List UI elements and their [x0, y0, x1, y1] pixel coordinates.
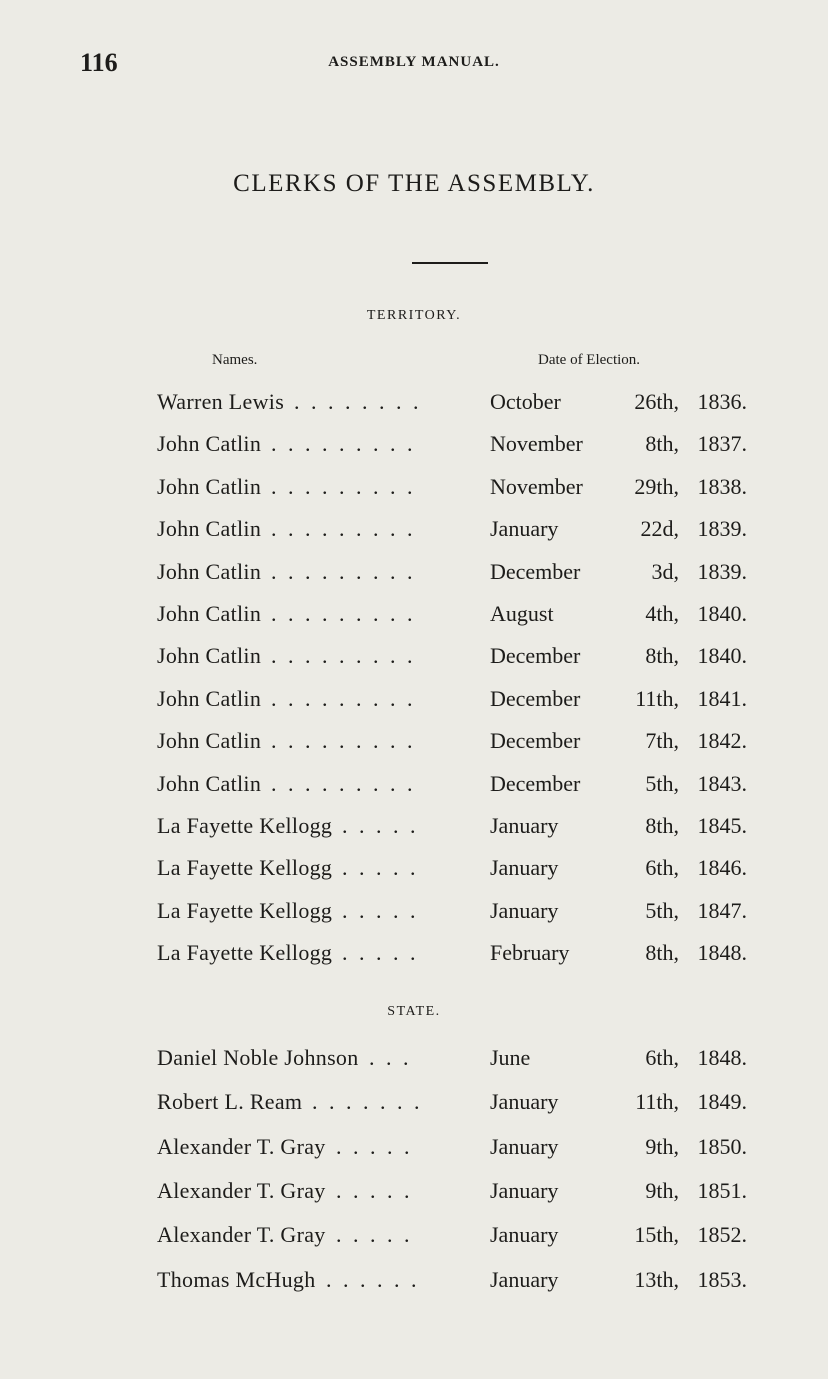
table-row — [157, 806, 747, 846]
territory-heading: TERRITORY. — [366, 308, 462, 323]
clerk-name: Alexander T. Gray — [157, 1177, 326, 1203]
leader-dots: . . . . . — [342, 940, 419, 966]
table-row — [157, 679, 747, 719]
table-row — [157, 424, 747, 464]
clerk-name: Robert L. Ream — [157, 1089, 303, 1115]
clerk-name: John Catlin — [157, 770, 262, 796]
table-row — [157, 594, 747, 634]
election-year: 1848. — [697, 940, 747, 966]
election-month: January — [490, 813, 559, 838]
election-year: 1840. — [697, 643, 747, 669]
election-day: 26th, — [634, 389, 679, 414]
election-year: 1838. — [697, 473, 747, 499]
election-day: 8th, — [645, 940, 679, 966]
election-year: 1840. — [697, 601, 747, 626]
election-month: January — [490, 516, 559, 542]
election-month: January — [490, 1089, 559, 1115]
divider-rule — [412, 262, 488, 264]
table-row — [157, 467, 747, 507]
election-month: December — [490, 728, 581, 754]
election-day: 7th, — [645, 728, 679, 754]
clerk-name: John Catlin — [157, 473, 262, 499]
election-month: June — [490, 1045, 531, 1070]
date-column-header: Date of Election. — [538, 352, 641, 368]
page-number: 116 — [80, 48, 118, 77]
leader-dots: . . . . . . . . — [294, 389, 422, 414]
table-row — [157, 891, 747, 931]
election-year: 1842. — [697, 728, 747, 754]
election-year: 1841. — [697, 685, 747, 711]
election-day: 5th, — [645, 770, 679, 796]
election-day: 5th, — [645, 897, 679, 923]
leader-dots: . . . . . . . . . — [271, 601, 416, 626]
leader-dots: . . . . . — [342, 855, 419, 881]
election-day: 4th, — [645, 601, 679, 626]
election-month: August — [490, 601, 554, 626]
state-heading: STATE. — [387, 1004, 441, 1019]
election-month: January — [490, 1266, 559, 1292]
leader-dots: . . . . . . . . . — [271, 728, 416, 754]
election-month: January — [490, 855, 559, 881]
running-head: ASSEMBLY MANUAL. — [328, 54, 500, 70]
leader-dots: . . . . . — [336, 1222, 413, 1248]
names-column-header: Names. — [212, 352, 258, 368]
table-row — [157, 1127, 747, 1167]
leader-dots: . . . . . . . . . — [271, 770, 416, 796]
leader-dots: . . . . . . . . . — [271, 558, 416, 584]
table-row — [157, 509, 747, 549]
page-title: CLERKS OF THE ASSEMBLY. — [233, 170, 595, 197]
election-year: 1843. — [697, 770, 747, 796]
election-day: 9th, — [645, 1133, 679, 1159]
leader-dots: . . . . . — [336, 1133, 413, 1159]
election-day: 11th, — [635, 1089, 679, 1115]
election-year: 1853. — [697, 1266, 747, 1292]
clerk-name: Alexander T. Gray — [157, 1222, 326, 1248]
election-year: 1836. — [697, 389, 747, 414]
election-month: December — [490, 770, 581, 796]
leader-dots: . . . . . . . — [312, 1089, 423, 1115]
clerk-name: La Fayette Kellogg — [157, 897, 333, 923]
table-row — [157, 933, 747, 973]
election-day: 22d, — [640, 516, 679, 542]
leader-dots: . . . . . — [342, 897, 419, 923]
clerk-name: John Catlin — [157, 516, 262, 542]
clerk-name: Daniel Noble Johnson — [157, 1045, 359, 1070]
election-year: 1839. — [697, 516, 747, 542]
table-row — [157, 721, 747, 761]
election-day: 8th, — [645, 431, 679, 457]
table-row — [157, 764, 747, 804]
clerk-name: John Catlin — [157, 685, 262, 711]
election-day: 3d, — [651, 558, 679, 584]
election-month: December — [490, 685, 581, 711]
table-row — [157, 848, 747, 888]
election-year: 1850. — [697, 1133, 747, 1159]
election-month: January — [490, 1177, 559, 1203]
table-row — [157, 636, 747, 676]
election-year: 1845. — [697, 813, 747, 838]
table-row — [157, 1215, 747, 1255]
election-year: 1846. — [697, 855, 747, 881]
election-month: January — [490, 897, 559, 923]
clerk-name: John Catlin — [157, 431, 262, 457]
election-year: 1851. — [697, 1177, 747, 1203]
table-row — [157, 1038, 747, 1078]
clerk-name: Thomas McHugh — [157, 1266, 316, 1292]
clerk-name: La Fayette Kellogg — [157, 940, 333, 966]
election-day: 6th, — [645, 1045, 679, 1070]
leader-dots: . . . . . . . . . — [271, 685, 416, 711]
election-month: November — [490, 473, 583, 499]
clerk-name: John Catlin — [157, 643, 262, 669]
clerk-name: John Catlin — [157, 558, 262, 584]
election-day: 8th, — [645, 643, 679, 669]
leader-dots: . . . . . . . . . — [271, 516, 416, 542]
election-year: 1837. — [697, 431, 747, 457]
table-row — [157, 1260, 747, 1300]
election-year: 1848. — [697, 1045, 747, 1070]
page-header — [80, 48, 748, 80]
table-row — [157, 552, 747, 592]
leader-dots: . . . . . . — [326, 1266, 420, 1292]
clerk-name: La Fayette Kellogg — [157, 855, 333, 881]
clerk-name: John Catlin — [157, 601, 262, 626]
election-day: 15th, — [634, 1222, 679, 1248]
clerk-name: Warren Lewis — [157, 389, 285, 414]
table-row — [157, 382, 747, 422]
clerk-name: Alexander T. Gray — [157, 1133, 326, 1159]
election-year: 1847. — [697, 897, 747, 923]
election-day: 29th, — [634, 473, 679, 499]
leader-dots: . . . . . — [336, 1177, 413, 1203]
election-month: December — [490, 558, 581, 584]
leader-dots: . . . . . . . . . — [271, 431, 416, 457]
election-day: 8th, — [645, 813, 679, 838]
election-month: January — [490, 1222, 559, 1248]
clerk-name: La Fayette Kellogg — [157, 813, 333, 838]
election-month: November — [490, 431, 583, 457]
election-month: February — [490, 940, 570, 966]
leader-dots: . . . . . . . . . — [271, 473, 416, 499]
election-day: 13th, — [634, 1266, 679, 1292]
election-month: December — [490, 643, 581, 669]
election-year: 1852. — [697, 1222, 747, 1248]
election-year: 1839. — [697, 558, 747, 584]
table-row — [157, 1171, 747, 1211]
leader-dots: . . . . . . . . . — [271, 643, 416, 669]
leader-dots: . . . — [369, 1045, 412, 1070]
table-row — [157, 1082, 747, 1122]
election-day: 11th, — [635, 685, 679, 711]
election-day: 6th, — [645, 855, 679, 881]
election-day: 9th, — [645, 1177, 679, 1203]
election-year: 1849. — [697, 1089, 747, 1115]
election-month: October — [490, 389, 561, 414]
election-month: January — [490, 1133, 559, 1159]
clerk-name: John Catlin — [157, 728, 262, 754]
leader-dots: . . . . . — [342, 813, 419, 838]
